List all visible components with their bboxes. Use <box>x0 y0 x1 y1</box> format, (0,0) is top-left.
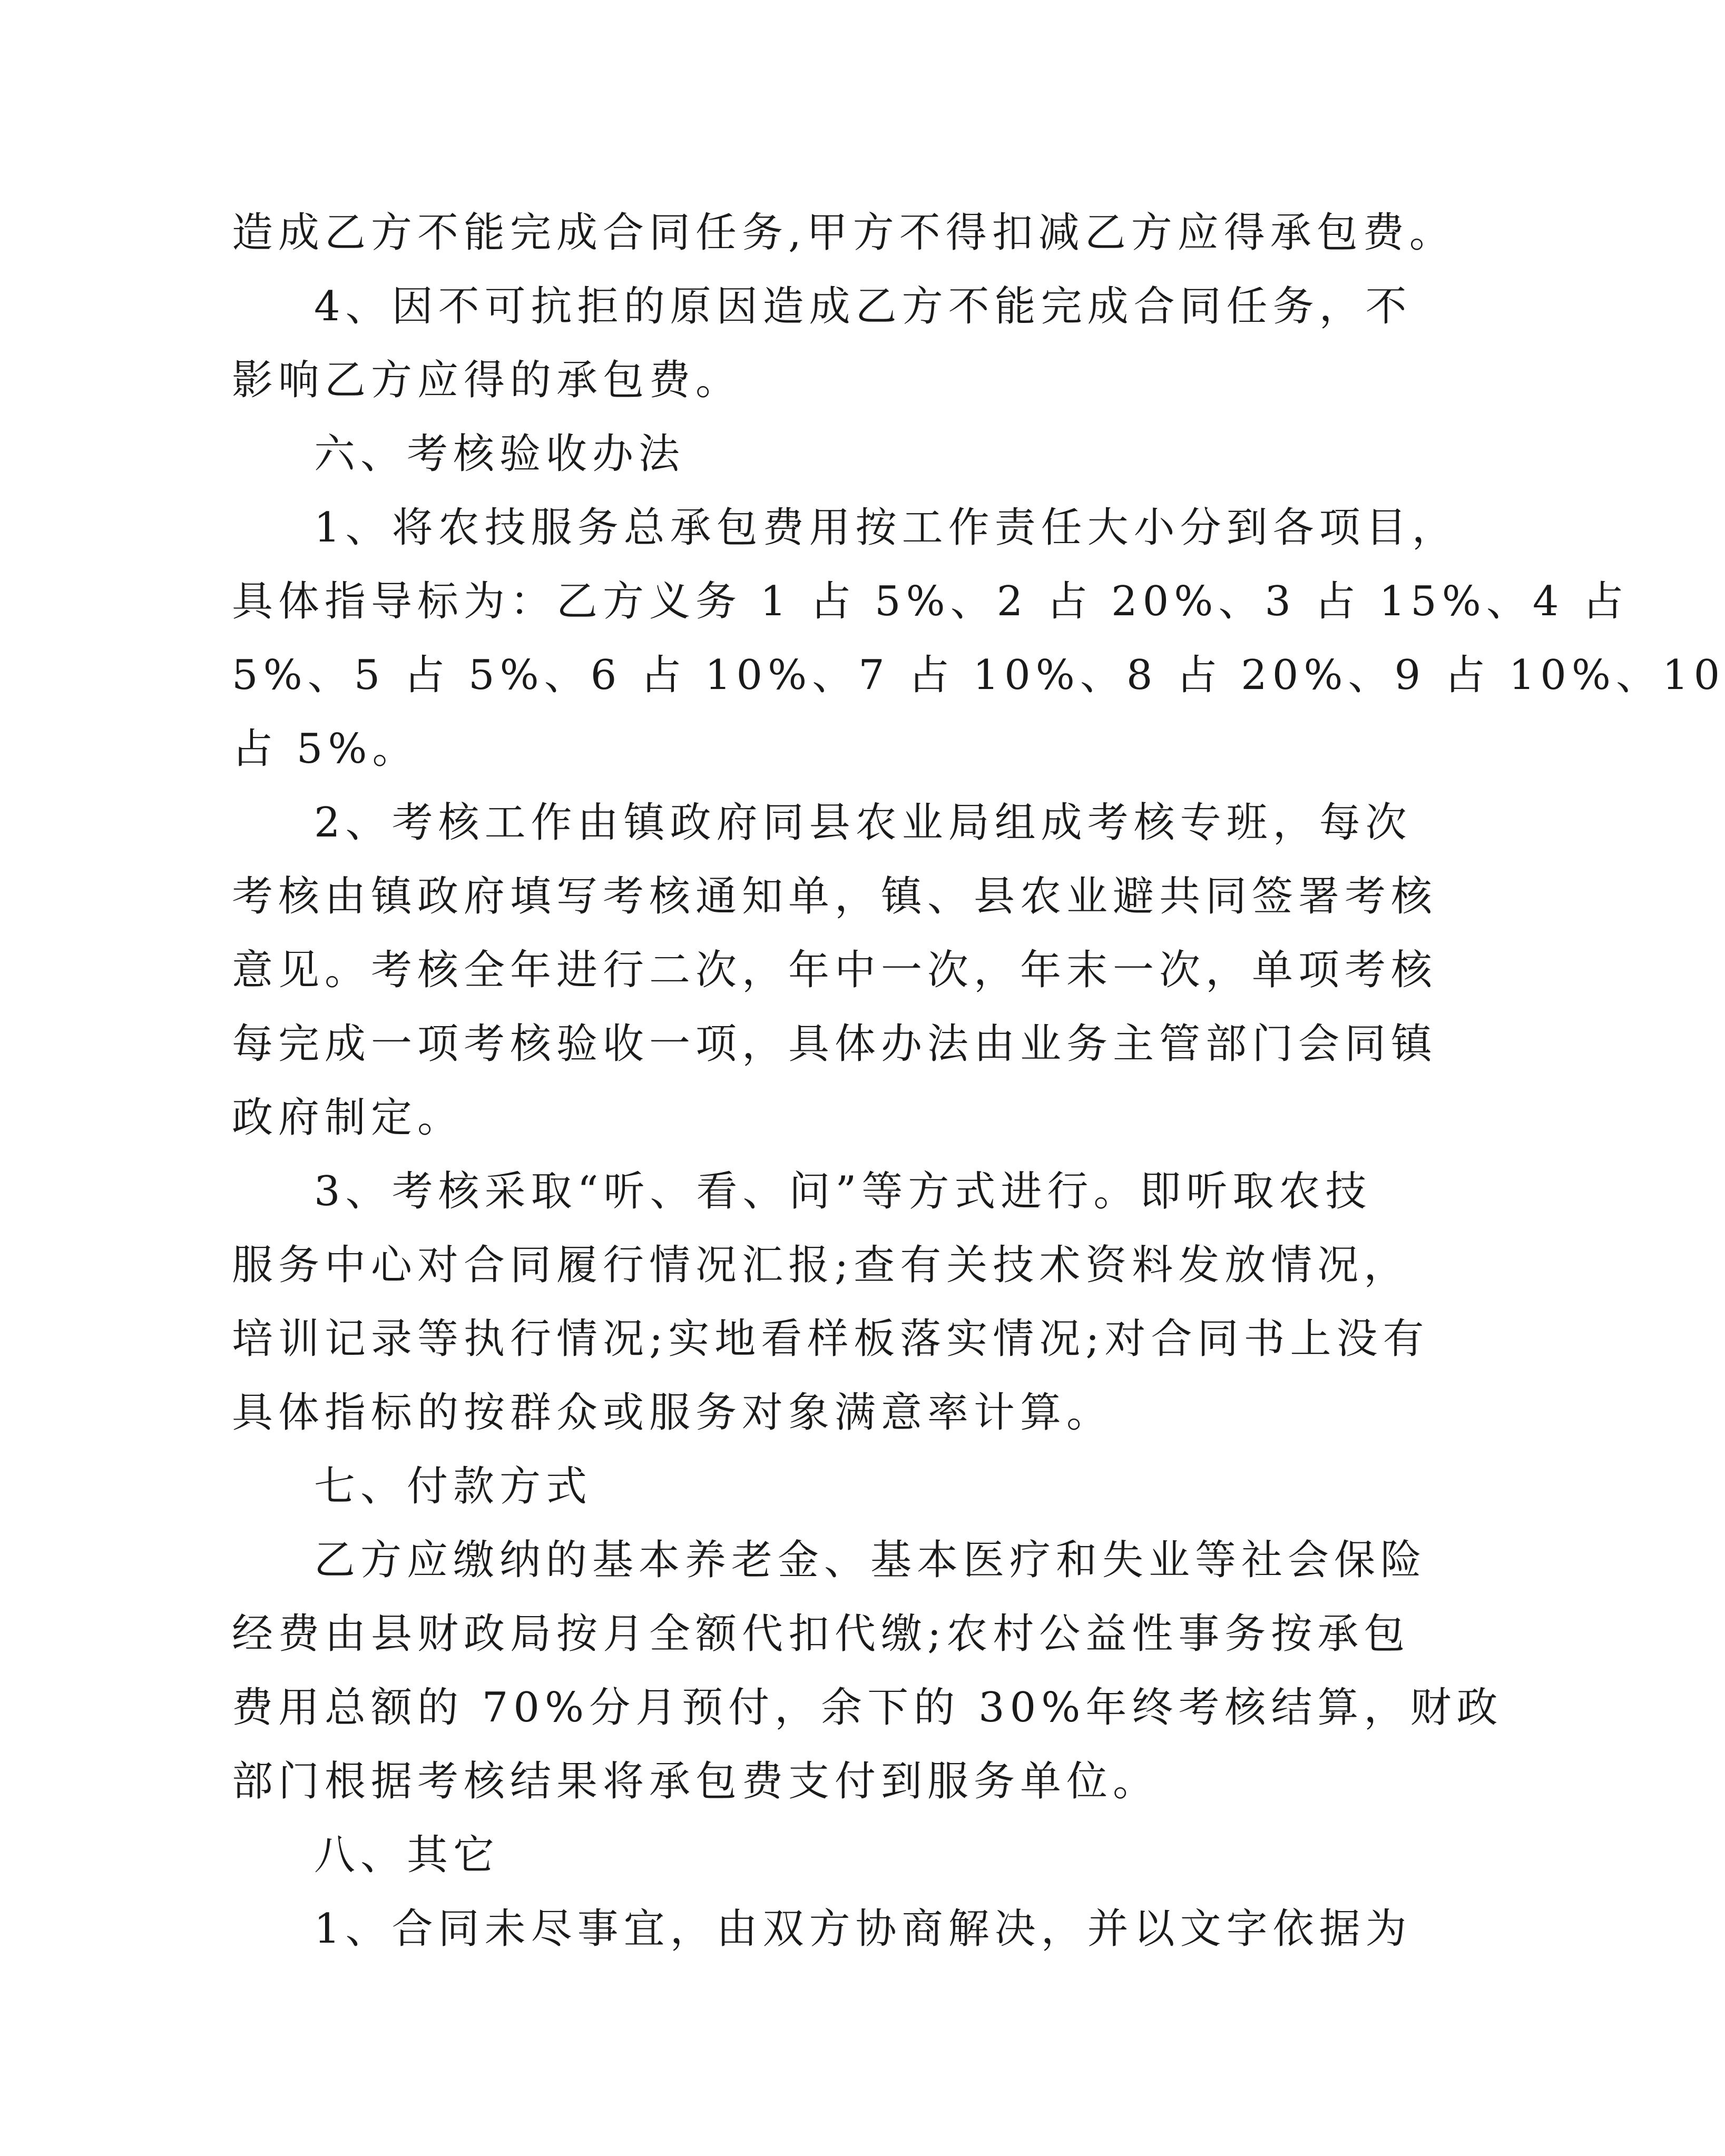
text-line: 1、将农技服务总承包费用按工作责任大小分到各项目， <box>314 504 1458 552</box>
text-line: 具体指导标为：乙方义务 1 占 5%、2 占 20%、3 占 15%、4 占 <box>232 578 1629 625</box>
text-line: 政府制定。 <box>232 1094 464 1141</box>
text-line: 六、考核验收办法 <box>314 430 685 478</box>
text-line: 影响乙方应得的承包费。 <box>232 357 742 404</box>
text-line: 1、合同未尽事宜，由双方协商解决，并以文字依据为 <box>314 1905 1412 1953</box>
text-line: 乙方应缴纳的基本养老金、基本医疗和失业等社会保险 <box>314 1537 1427 1584</box>
text-line: 3、考核采取“听、看、问”等方式进行。即听取农技 <box>314 1168 1372 1215</box>
text-line: 服务中心对合同履行情况汇报;查有关技术资料发放情况， <box>232 1242 1410 1289</box>
text-line: 培训记录等执行情况;实地看样板落实情况;对合同书上没有 <box>232 1315 1429 1363</box>
text-line: 八、其它 <box>314 1832 500 1879</box>
text-line: 每完成一项考核验收一项，具体办法由业务主管部门会同镇 <box>232 1020 1438 1068</box>
text-line: 七、付款方式 <box>314 1463 593 1510</box>
text-line: 5%、5 占 5%、6 占 10%、7 占 10%、8 占 20%、9 占 10%、10 <box>232 652 1725 699</box>
text-line: 4、因不可抗拒的原因造成乙方不能完成合同任务，不 <box>314 283 1412 330</box>
document-body <box>232 196 1725 1966</box>
text-line: 占 5%。 <box>232 725 419 773</box>
text-line: 费用总额的 70%分月预付，余下的 30%年终考核结算，财政 <box>232 1684 1503 1731</box>
text-line: 具体指标的按群众或服务对象满意率计算。 <box>232 1389 1113 1436</box>
text-line: 2、考核工作由镇政府同县农业局组成考核专班，每次 <box>314 799 1412 846</box>
text-line: 经费由县财政局按月全额代扣代缴;农村公益性事务按承包 <box>232 1610 1410 1658</box>
text-line: 造成乙方不能完成合同任务,甲方不得扣减乙方应得承包费。 <box>232 209 1456 257</box>
text-line: 部门根据考核结果将承包费支付到服务单位。 <box>232 1758 1160 1805</box>
text-line: 意见。考核全年进行二次，年中一次，年末一次，单项考核 <box>232 947 1438 994</box>
text-line: 考核由镇政府填写考核通知单，镇、县农业避共同签署考核 <box>232 873 1438 920</box>
